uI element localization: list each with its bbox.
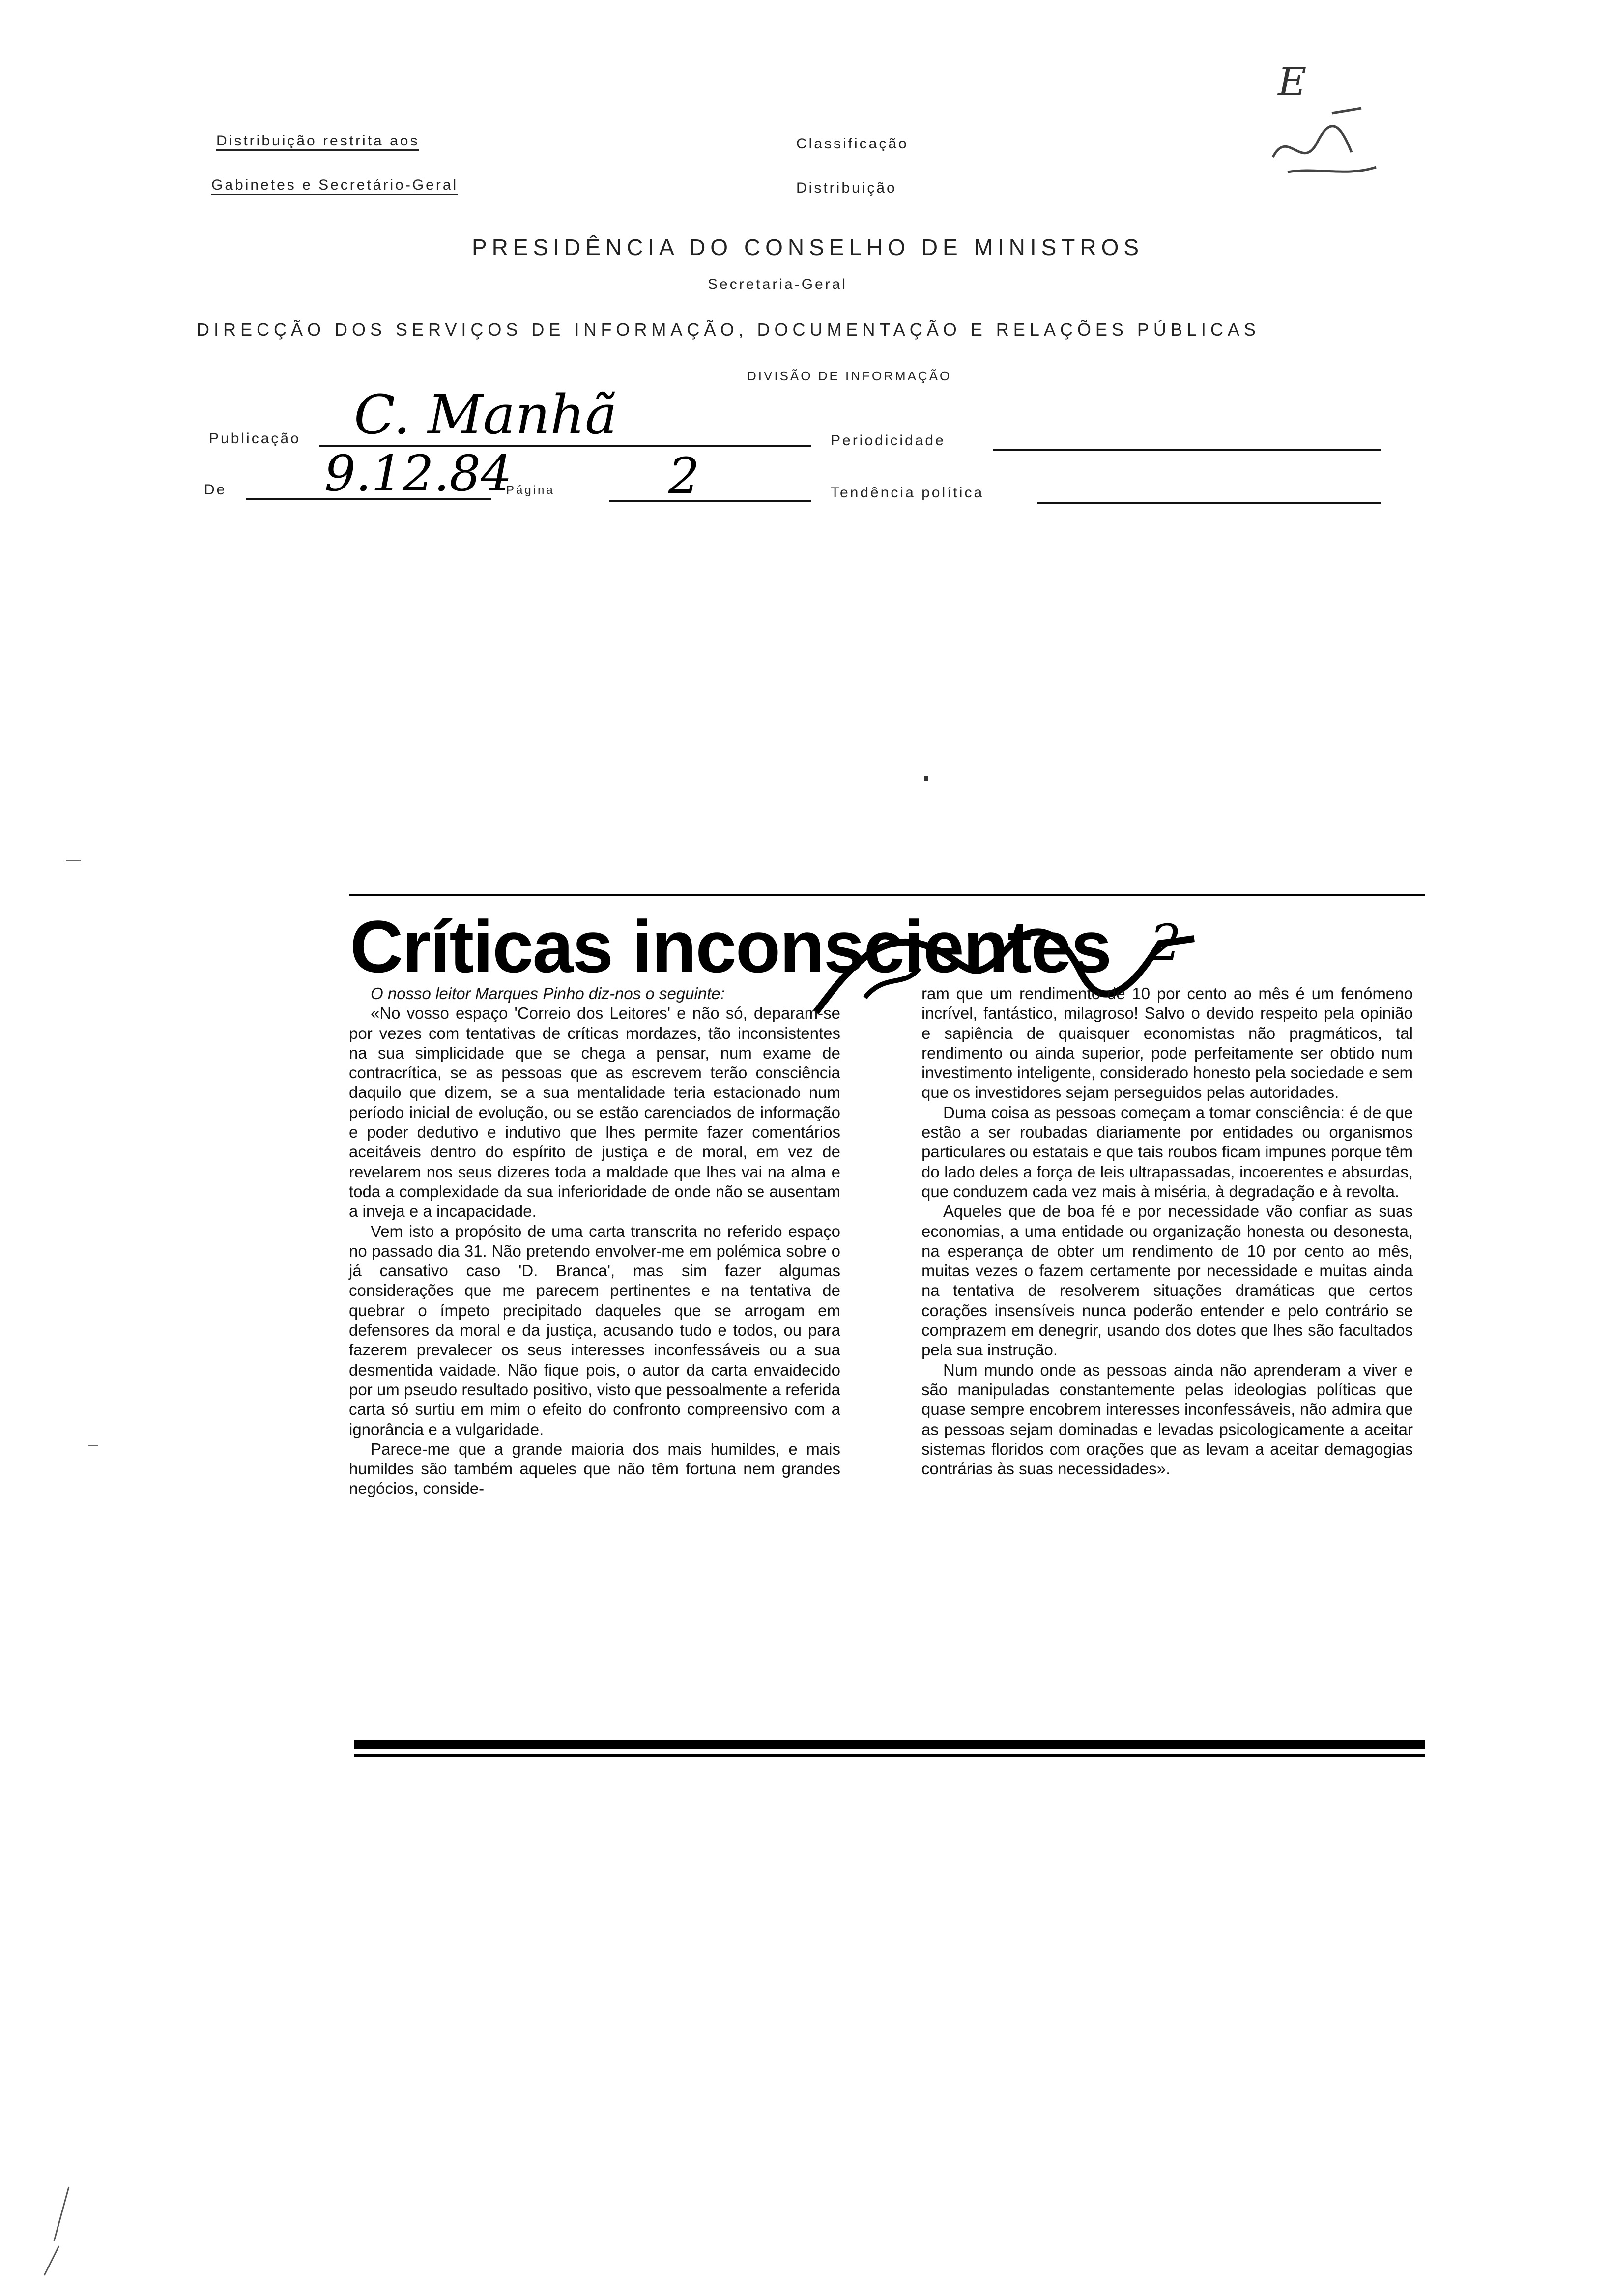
article-left-column xyxy=(349,984,840,1499)
article-paragraph: ram que um rendimento de 10 por cento ao mês é um fenómeno incrível, fantástico, milagroso! Salvo o devido respeito pela opinião e sapiência de quaisquer economistas não pragmáticos, tal rendimento ou ainda superior, pode perfeitamente ser obtido num investimento inteligente, considerado honesto pela sociedade e sem que os investidores sejam perseguidos pelas autoridades. xyxy=(921,984,1413,1102)
article-right-column xyxy=(921,984,1413,1479)
classificacao-label: Classificação xyxy=(796,136,909,152)
article-headline: Críticas inconscientes xyxy=(350,905,1111,988)
pagina-line xyxy=(609,500,811,502)
corner-annotation: E xyxy=(1278,59,1307,105)
headline-annotation: 2 xyxy=(1150,914,1181,972)
de-label: De xyxy=(204,482,227,498)
article-paragraph: Parece-me que a grande maioria dos mais humildes, e mais humildes são também aqueles que não têm fortuna nem grandes negócios, conside- xyxy=(349,1439,840,1498)
margin-pencil-mark-icon xyxy=(39,2182,79,2280)
division-title: DIVISÃO DE INFORMAÇÃO xyxy=(747,369,952,383)
tendencia-label: Tendência política xyxy=(831,485,984,501)
article-paragraph: Vem isto a propósito de uma carta transcrita no referido espaço no passado dia 31. Não pretendo envolver-me em polémica sobre o já cansativo caso 'D. Branca', mas sim fazer algumas considerações que me parecem pertinentes e na tentativa de quebrar o ímpeto precipitado daqueles que se arrogam em defensores da moral e da justiça, acusando tudo e todos, ou para fazerem prevalecer os seus interesses inconfessáveis ou a sua desmentida vaidade. Não fique pois, o autor da carta envaidecido por um pseudo resultado positivo, visto que pessoalmente a referida carta só surtiu em mim o efeito do confronto compreensivo com a ignorância e a vulgaridade. xyxy=(349,1222,840,1438)
publicacao-label: Publicação xyxy=(209,430,301,447)
org-title: PRESIDÊNCIA DO CONSELHO DE MINISTROS xyxy=(472,234,1144,260)
clipping-top-rule xyxy=(349,894,1425,896)
org-subtitle: Secretaria-Geral xyxy=(708,276,848,292)
margin-mark-left-2 xyxy=(88,1445,98,1446)
distribution-line-1: Distribuição restrita aos xyxy=(216,133,419,151)
stray-dot xyxy=(924,776,928,781)
article-paragraph: Aqueles que de boa fé e por necessidade vão confiar as suas economias, a uma entidade ou organização honesta ou desonesta, na esperança de obter um rendimento de 10 por cento ao mês, muitas vezes o fazem certamente por necessidade e muitas ainda na tentativa de resolverem situações dramáticas que certos corações insensíveis nunca poderão entender e pelo contrário se comprazem em denegrir, usando dos dotes que lhes são facultados pela sua instrução. xyxy=(921,1202,1413,1359)
article-paragraph: «No vosso espaço 'Correio dos Leitores' e não só, deparam-se por vezes com tentativas de críticas mordazes, tão inconsistentes na sua simplicidade que se chega a pensar, num exame de contracrítica, se as pessoas que as escrevem terão consciência daquilo que dizem, se a sua mentalidade teria estacionado num período inicial de evolução, ou se estão carenciados de informação e poder dedutivo e indutivo que lhes permite fazer comentários aceitáveis dentro do espírito de justiça e de moral, em vez de revelarem nos seus dizeres toda a maldade que lhes vai na alma e toda a complexidade da sua inferioridade de onde não se ausentam a inveja e a incapacidade. xyxy=(349,1004,840,1221)
publicacao-handwritten: C. Manhã xyxy=(354,383,617,446)
clipping-bottom-rule xyxy=(354,1740,1425,1749)
periodicidade-line xyxy=(993,449,1381,451)
article-paragraph: O nosso leitor Marques Pinho diz-nos o seguinte: xyxy=(371,984,725,1003)
periodicidade-label: Periodicidade xyxy=(831,432,946,449)
de-handwritten: 9.12.84 xyxy=(324,445,512,502)
pagina-label: Página xyxy=(506,484,555,497)
distribution-line-2: Gabinetes e Secretário-Geral xyxy=(211,177,458,195)
margin-mark-left xyxy=(66,860,81,861)
article-paragraph: Num mundo onde as pessoas ainda não aprenderam a viver e são manipuladas constantemente pelas ideologias políticas que quase sempre encobrem interesses inconfessáveis, não admira que as pessoas sejam dominadas e levadas psicologicamente a aceitar sistemas floridos com orações que as levam a aceitar demagogias contrárias às suas necessidades». xyxy=(921,1360,1413,1478)
article-paragraph: Duma coisa as pessoas começam a tomar consciência: é de que estão a ser roubadas diariamente por entidades ou organismos particulares ou estatais e que tais roubos ficam impunes porque têm do lado deles a força de leis ultrapassadas, incoerentes e absurdas, que conduzem cada vez mais à miséria, à degradação e à revolta. xyxy=(921,1103,1413,1201)
directorate-title: DIRECÇÃO DOS SERVIÇOS DE INFORMAÇÃO, DOCUMENTAÇÃO E RELAÇÕES PÚBLICAS xyxy=(197,319,1260,340)
corner-scrawl-icon xyxy=(1258,98,1386,187)
newspaper-clipping xyxy=(344,894,1425,1779)
pagina-handwritten: 2 xyxy=(668,447,700,505)
tendencia-line xyxy=(1037,502,1381,504)
clipping-bottom-rule-thin xyxy=(354,1754,1425,1757)
distribuicao-label: Distribuição xyxy=(796,180,897,196)
